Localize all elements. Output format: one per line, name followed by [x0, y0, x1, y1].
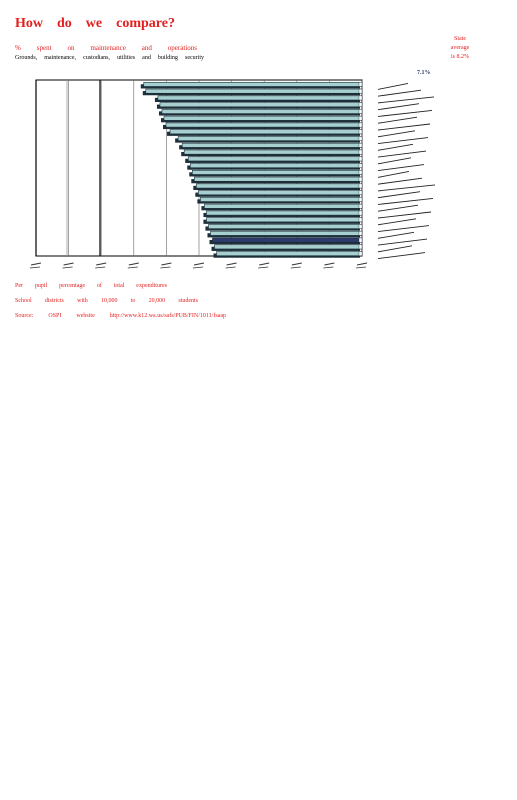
bar-end-cap — [359, 164, 362, 168]
category-label-mark — [378, 90, 421, 96]
category-label-mark — [378, 124, 430, 130]
category-label-mark — [378, 110, 432, 116]
subnote-word: building — [157, 55, 178, 61]
category-label-mark — [378, 131, 415, 137]
bar-end-cap — [359, 184, 362, 188]
x-tick-label-mark — [161, 263, 171, 265]
footer-note — [15, 283, 167, 289]
bar-end-cap — [359, 224, 362, 228]
category-label-mark — [378, 151, 426, 157]
category-label-mark — [378, 158, 411, 164]
subnote-word: and — [142, 55, 151, 61]
category-label-mark — [378, 226, 429, 232]
footer-word: OSPI — [48, 313, 62, 319]
bar — [158, 96, 362, 100]
footer-word: School — [15, 298, 32, 304]
title-word: do — [57, 16, 72, 31]
highlight-value-label: 7.1% — [417, 70, 431, 76]
bar-end-cap — [359, 96, 362, 100]
bar — [210, 231, 362, 235]
category-label-mark — [378, 178, 422, 184]
footer-note — [15, 298, 198, 304]
bar-end-cap — [359, 150, 362, 154]
x-tick-label-mark — [323, 267, 333, 268]
footer-word: percentage — [59, 283, 86, 289]
state-average-line: is 8.2% — [451, 54, 469, 60]
bar — [208, 224, 362, 228]
bar — [146, 89, 362, 93]
x-tick-label-mark — [357, 263, 367, 265]
bar — [215, 245, 362, 249]
footer-word: 10,000 — [101, 298, 118, 304]
category-label-mark — [378, 246, 412, 252]
x-tick-label-mark — [227, 263, 237, 265]
bar — [212, 238, 362, 242]
category-label-mark — [378, 198, 433, 204]
bar — [178, 136, 362, 140]
category-label-mark — [378, 205, 418, 211]
category-label-mark — [378, 253, 425, 259]
state-average-line: average — [450, 45, 470, 51]
bar-end-cap — [359, 252, 362, 256]
bar — [192, 170, 362, 174]
bar-end-cap — [359, 191, 362, 195]
x-tick-label-mark — [292, 263, 302, 265]
bar — [188, 157, 362, 161]
x-tick-label-mark — [30, 267, 40, 268]
bar-end-cap — [359, 245, 362, 249]
subnote-word: security — [185, 55, 204, 61]
category-label-mark — [378, 117, 417, 123]
category-label-mark — [378, 144, 413, 150]
footer-word: Source: — [15, 313, 34, 319]
bar — [182, 143, 362, 147]
bar-end-cap — [359, 89, 362, 93]
bar-end-cap — [359, 130, 362, 134]
x-tick-label-mark — [356, 267, 366, 268]
bar-end-cap — [359, 218, 362, 222]
subnote-word: utilities — [117, 55, 136, 61]
bar-end-cap — [359, 204, 362, 208]
bar — [170, 130, 362, 134]
category-label-mark — [378, 104, 419, 110]
bar-end-cap — [359, 197, 362, 201]
category-label-mark — [378, 185, 435, 191]
x-tick-label-mark — [128, 267, 138, 268]
x-tick-label-mark — [129, 263, 139, 265]
bar-end-cap — [359, 157, 362, 161]
bar — [217, 252, 362, 256]
x-tick-label-mark — [31, 263, 41, 265]
bar-end-cap — [359, 103, 362, 107]
subtitle-word: on — [67, 44, 75, 52]
bar — [162, 109, 362, 113]
category-label-mark — [378, 232, 414, 238]
subnote-word: custodians, — [83, 55, 110, 61]
footer-word: pupil — [34, 283, 48, 289]
subtitle-word: operations — [167, 44, 197, 52]
bar — [206, 218, 362, 222]
bar — [190, 164, 362, 168]
subtitle-word: % — [15, 44, 21, 52]
category-label-mark — [378, 83, 408, 89]
x-tick-label-mark — [226, 267, 236, 268]
bar-end-cap — [359, 231, 362, 235]
x-tick-label-mark — [95, 267, 105, 268]
x-tick-label-mark — [258, 267, 268, 268]
bar-end-cap — [359, 170, 362, 174]
subtitle-word: and — [141, 44, 152, 52]
title-word: compare? — [116, 16, 175, 31]
footer-word: http://www.k12.wa.us/safs/PUB/FIN/1011/fsaap — [109, 313, 226, 319]
bar — [184, 150, 362, 154]
bar-end-cap — [359, 238, 362, 242]
bar — [164, 116, 362, 120]
bar-end-cap — [359, 116, 362, 120]
footer-word: Per — [15, 283, 23, 289]
footer-word: with — [77, 298, 88, 304]
subnote-word: Grounds, — [15, 55, 38, 61]
bar — [196, 184, 362, 188]
x-tick-label-mark — [193, 267, 203, 268]
subtitle-word: maintenance — [90, 44, 126, 52]
bar — [194, 177, 362, 181]
bar — [166, 123, 362, 127]
bar-end-cap — [359, 143, 362, 147]
x-tick-label-mark — [96, 263, 106, 265]
bar-end-cap — [359, 211, 362, 215]
category-label-mark — [378, 138, 428, 144]
bar-end-cap — [359, 136, 362, 140]
category-label-mark — [378, 219, 416, 225]
footer-word: students — [178, 298, 198, 304]
bar — [160, 103, 362, 107]
bar — [204, 204, 362, 208]
category-label-mark — [378, 239, 427, 245]
footer-word: website — [76, 313, 95, 319]
footer-word: districts — [44, 298, 64, 304]
source-note — [15, 313, 226, 319]
bar-end-cap — [359, 82, 362, 86]
x-tick-label-mark — [64, 263, 74, 265]
subtitle-word: spent — [36, 44, 52, 52]
category-label-mark — [378, 171, 409, 177]
bar — [144, 82, 362, 86]
bar-end-cap — [359, 109, 362, 113]
bar — [200, 197, 362, 201]
bar — [206, 211, 362, 215]
title-word: How — [15, 16, 43, 31]
footer-word: to — [130, 298, 136, 304]
footer-word: total — [113, 283, 125, 289]
footer-word: of — [96, 283, 102, 289]
x-tick-label-mark — [194, 263, 204, 265]
bar-end-cap — [359, 123, 362, 127]
footer-word: expenditures — [136, 283, 167, 289]
bar-end-cap — [359, 177, 362, 181]
footer-word: 20,000 — [148, 298, 166, 304]
category-label-mark — [378, 212, 431, 218]
title-word: we — [85, 16, 103, 31]
category-label-mark — [378, 97, 434, 103]
x-tick-label-mark — [160, 267, 170, 268]
x-tick-label-mark — [63, 267, 73, 268]
x-tick-label-mark — [291, 267, 301, 268]
x-tick-label-mark — [259, 263, 269, 265]
subnote-word: maintenance, — [44, 55, 77, 61]
state-average-line: State — [454, 36, 466, 42]
bar — [198, 191, 362, 195]
x-tick-label-mark — [324, 263, 334, 265]
category-label-mark — [378, 165, 424, 171]
bar-chart — [0, 0, 517, 280]
category-label-mark — [378, 192, 420, 198]
